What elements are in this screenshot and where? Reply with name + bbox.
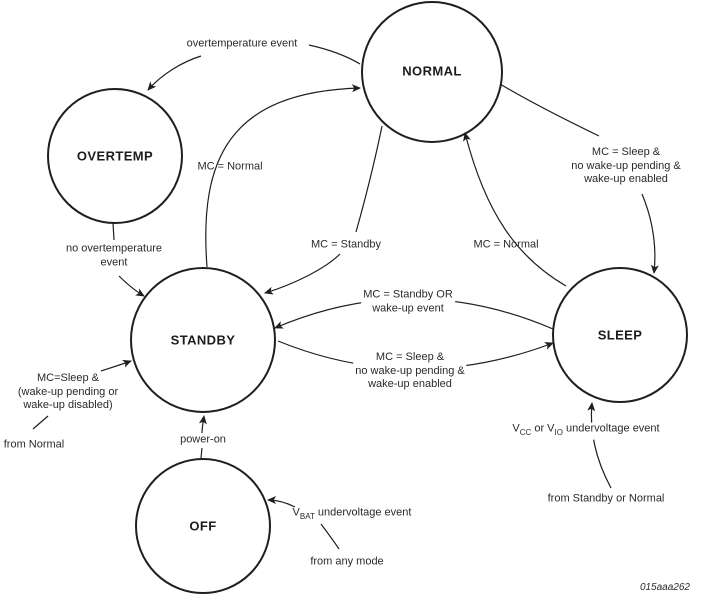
label-line: MC = Sleep & bbox=[375, 350, 445, 363]
arrow-undervoltage-to-sleep bbox=[591, 403, 611, 488]
state-label-overtemp: OVERTEMP bbox=[76, 148, 154, 164]
note-from-any-mode bbox=[310, 555, 383, 569]
arrow-normal-to-sleep-tail bbox=[500, 84, 599, 136]
note-from-standby-or-normal bbox=[548, 492, 665, 506]
vio-symbol: or V bbox=[531, 422, 555, 435]
transition-label-power-on bbox=[180, 433, 226, 447]
label-line: wake-up enabled bbox=[584, 172, 668, 185]
from-any-mode-connector bbox=[321, 524, 339, 549]
transition-label-mc-standby bbox=[311, 238, 381, 252]
arrow-off-to-standby-head bbox=[202, 416, 204, 433]
arrow-normal-to-standby-head bbox=[265, 254, 340, 293]
label-line: event bbox=[100, 256, 128, 268]
label-line: from Standby or Normal bbox=[547, 492, 665, 505]
vbat-subscript: BAT bbox=[299, 511, 315, 521]
transition-label-vcc-vio-undervoltage bbox=[510, 423, 661, 440]
transition-label-mc-sleep-middle bbox=[353, 351, 466, 392]
label-line: MC = Standby OR bbox=[363, 288, 453, 301]
transition-label-vbat-undervoltage bbox=[293, 507, 412, 524]
vcc-vio-rest: undervoltage event bbox=[562, 422, 660, 435]
arrow-off-to-standby-tail bbox=[201, 448, 202, 458]
note-from-normal bbox=[4, 438, 65, 452]
transition-label-mc-sleep-top-right bbox=[571, 146, 680, 187]
arrow-fromnormal-to-standby bbox=[101, 361, 131, 371]
label-line: from Normal bbox=[3, 438, 65, 451]
label-line: MC = Standby bbox=[310, 238, 382, 251]
transition-label-mc-normal-right bbox=[473, 238, 538, 252]
vbat-symbol: V bbox=[292, 506, 300, 519]
arrow-normal-to-standby-tail bbox=[356, 126, 382, 232]
state-label-normal: NORMAL bbox=[402, 63, 462, 79]
label-line: wake-up disabled) bbox=[23, 398, 113, 411]
arrow-normal-to-overtemp-tail bbox=[309, 45, 360, 64]
figure-code: 015aaa262 bbox=[639, 582, 690, 593]
arrow-overtemp-to-standby-tail bbox=[113, 223, 114, 240]
label-line: MC = Normal bbox=[197, 160, 263, 173]
state-label-standby: STANDBY bbox=[170, 332, 236, 348]
transition-label-mc-normal-left bbox=[197, 160, 262, 174]
state-label-sleep: SLEEP bbox=[597, 327, 643, 343]
arrow-sleep-to-normal bbox=[465, 133, 566, 286]
from-normal-connector bbox=[33, 416, 48, 429]
transition-label-no-overtemperature-event bbox=[66, 243, 162, 270]
arrow-normal-to-sleep-head bbox=[642, 194, 655, 273]
label-line: power-on bbox=[180, 433, 226, 446]
label-line: no wake-up pending & bbox=[355, 364, 465, 377]
label-line: from any mode bbox=[310, 555, 384, 568]
label-line: no overtemperature bbox=[66, 242, 162, 255]
transition-label-mc-sleep-pending bbox=[18, 372, 118, 413]
label-line: no wake-up pending & bbox=[571, 159, 681, 172]
label-line: MC=Sleep & bbox=[36, 371, 100, 384]
vcc-symbol: V bbox=[512, 422, 520, 435]
label-line: overtemperature event bbox=[186, 37, 298, 50]
transition-label-overtemperature-event bbox=[187, 37, 298, 51]
label-line: MC = Sleep & bbox=[591, 145, 661, 158]
label-line: wake-up enabled bbox=[368, 377, 452, 390]
state-label-off: OFF bbox=[189, 518, 217, 534]
arrow-overtemp-to-standby-head bbox=[119, 276, 144, 296]
label-line: MC = Normal bbox=[473, 238, 539, 251]
arrow-normal-to-overtemp-head bbox=[148, 56, 201, 90]
label-line: wake-up event bbox=[372, 302, 444, 314]
vcc-subscript: CC bbox=[519, 427, 532, 437]
vbat-rest: undervoltage event bbox=[314, 506, 412, 519]
vio-subscript: IO bbox=[554, 427, 563, 437]
arrow-vbat-to-off bbox=[268, 500, 295, 507]
transition-label-mc-standby-or-wakeup bbox=[361, 289, 455, 316]
label-line: (wake-up pending or bbox=[17, 385, 119, 398]
